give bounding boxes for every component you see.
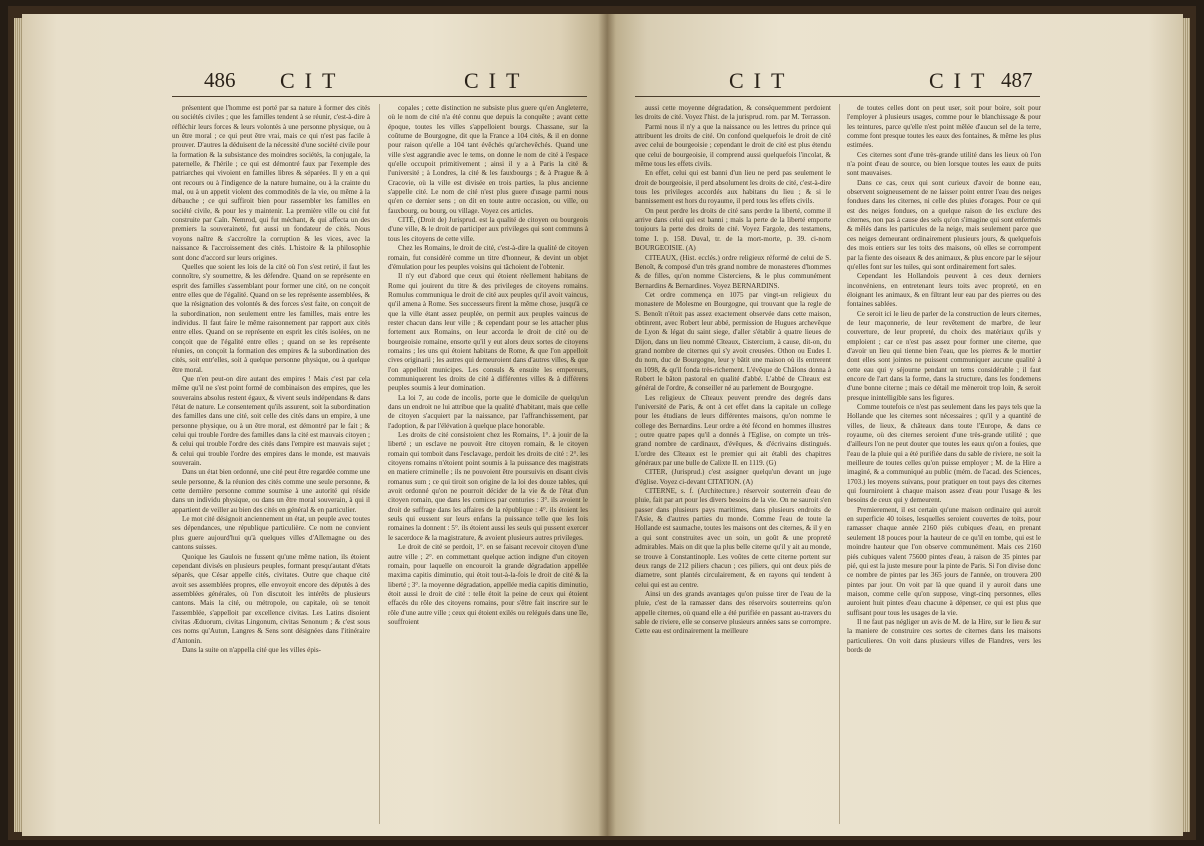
header-rule (172, 96, 587, 97)
paragraph: En effet, celui qui est banni d'un lieu ne perd pas seulement le droit de bourgeoisie, il perd absolument les droits de cité, c'est-à-dire tous les privileges accordés aux habitans du lieu ; & si le bannissement est hors du royaume, il perd tous les effets civils. (635, 169, 831, 206)
page-number: 486 (204, 68, 236, 92)
paragraph: CITEAUX, (Hist. ecclés.) ordre religieux réformé de celui de S. Benoît, & composé d'un très grand nombre de monasteres d'hommes & de filles, qu'on nomme Cisterciens, & le plus communément Bernardins & Bernardines. Voyez BERNARDINS. (635, 253, 831, 290)
paragraph: On peut perdre les droits de cité sans perdre la liberté, comme il arrive dans celui qui est banni ; mais la perte de la liberté emporte toujours la perte des droits de cité. Voyez Fargole, des testamens, tome I. p. 158. Duval, tr. de la mort-morte, p. 39. ci-nom BOURGEOISIE. (A) (635, 206, 831, 253)
column-divider (839, 104, 840, 824)
paragraph: CITER, (Jurisprud.) c'est assigner quelqu'un devant un juge d'église. Voyez ci-devant CITATION. (A) (635, 468, 831, 486)
paragraph: Ainsi un des grands avantages qu'on puisse tirer de l'eau de la pluie, c'est de la ramasser dans des réservoirs souterreins qu'on appelle citernes, où quand elle a été purifiée en passant au-travers du sable de riviere, elle se conserve plusieurs années sans se corrompre. Cette eau est ordinairement la meilleure (635, 589, 831, 636)
paragraph: aussi cette moyenne dégradation, & conséquemment perdoient les droits de cité. Voyez l'hist. de la jurisprud. rom. par M. Terrasson. (635, 104, 831, 122)
running-head-left: CIT (729, 68, 795, 93)
paragraph: CITÉ, (Droit de) Jurisprud. est la qualité de citoyen ou bourgeois d'une ville, & le droit de participer aux privileges qui sont communs à tous les citoyens de cette ville. (388, 216, 588, 243)
paragraph: de toutes celles dont on peut user, soit pour boire, soit pour l'employer à plusieurs usages, comme pour le blanchissage & pour les teintures, parce qu'elle n'est point mêlée d'aucun sel de la terre, comme font presque toutes les eaux des fontaines, & même les plus estimées. (847, 104, 1041, 150)
left-page (22, 14, 607, 836)
running-head-right: CIT (464, 68, 530, 93)
paragraph: Dans ce cas, ceux qui sont curieux d'avoir de bonne eau, observent soigneusement de ne laisser point entrer l'eau des neiges fondues dans les citernes, ni celle des pluies d'orages. Pour ce qui est des neiges fondues, on a quelque raison de les exclure des citernes, non pas à cause des sels qu'on s'imagine qui sont enfermés & mêlés dans les particules de la neige, mais seulement parce que ces neiges demeurant ordinairement plusieurs jours, & quelquefois des mois entiers sur les toits des maisons, où elles se corrompent par la fiente des oiseaux & des animaux, & plus encore par le séjour qu'elles font sur les tuiles, qui sont ordinairement fort sales. (847, 178, 1041, 271)
running-head-right: CIT (929, 68, 995, 93)
paragraph: CITERNE, s. f. (Architecture.) réservoir souterrein d'eau de pluie, fait par art pour les divers besoins de la vie. On ne sauroit s'en passer dans plusieurs pays maritimes, dans plusieurs endroits de l'Asie, & d'autres parties du monde. Comme l'eau de toute la Hollande est saumache, toutes les maisons ont des citernes, & il y en a qui sont construites avec un soin, un goût & une propreté admirables. Mais on dit que la plus belle citerne qu'il y ait au monde, se trouve à Constantinople. Les voûtes de cette citerne portent sur deux rangs de 212 piliers chacun ; ces piliers, qui ont deux piés de diametre, sont plantés circulairement, & en rayons qui tendent à celui qui est au centre. (635, 487, 831, 589)
paragraph: Les droits de cité consistoient chez les Romains, 1°. à jouir de la liberté ; un esclave ne pouvoit être citoyen romain, & le citoyen romain qui tomboit dans l'esclavage, perdoit les droits de cité : 2°. les citoyens romains n'étoient point soumis à la puissance des magistrats en matiere criminelle ; ils ne pouvoient être poursuivis en disant civis romanus sum ; ce qui tiroit son origine de la loi des douze tables, qui avoit ordonné qu'on ne pourroit décider de la vie & de l'état d'un citoyen romain, que dans les comices par centuries : 3°. ils avoient le droit de suffrage dans les affaires de la république : 4°. ils étoient les seuls qui eussent sur leurs enfans la puissance telle que les lois romaines la donnent : 5°. ils étoient aussi les seuls qui pussent exercer le sacerdoce & la magistrature, & avoient plusieurs autres privileges. (388, 431, 588, 542)
paragraph: Dans la suite on n'appella cité que les villes épis- (182, 645, 321, 654)
paragraph: Cependant les Hollandois peuvent à ces deux derniers inconvéniens, en entretenant leurs toits avec propreté, en en éloignant les animaux, & en filtrant leur eau par des pierres ou des fontaines sablées. (847, 272, 1041, 309)
text-column-1 (172, 104, 370, 824)
text-column-1 (635, 104, 831, 824)
paragraph: présentent que l'homme est porté par sa nature à former des cités ou sociétés civiles ; que les familles tendent à se réunir, c'est-à-dire à réfléchir leurs forces & leurs volontés à une personne physique, ou à un être moral ; ce qui peut être vrai, mais ce qui n'est pas facile à prouver. D'autres la déduisent de la nécessité d'une société civile pour la formation & la subsistance des moindres sociétés, la conjugale, la paternelle, & l'hérile ; ce qui est démontré faux par l'exemple des patriarches qui vivoient en familles libres & séparées. Il y en a qui ont recours ou à l'indigence de la nature humaine, ou à la crainte du mal, ou à un appetit violent des commodités de la vie, ou même à la débauche ; ce qui suffiroit bien pour rassembler les familles en société civile, & pour les y maintenir. La première ville ou cité fut construite par Caïn. Nemrod, qui fut méchant, & qui affecta un des premiers la souveraineté, fut aussi un fondateur de cités. Nous voyons naître & s'accroître la corruption & les vices, avec la naissance & l'accroissement des cités. L'histoire & la philosophie sont donc d'accord sur leurs origines. (172, 104, 370, 262)
paragraph: Comme toutefois ce n'est pas seulement dans les pays tels que la Hollande que les citernes sont nécessaires ; qu'il y a quantité de villes, de lieux, & châteaux dans toute l'Europe, & dans ce royaume, où des citernes seroient d'une très-grande utilité ; que d'ailleurs l'on ne peut douter que toutes les eaux qu'on a fouies, que l'eau de la pluie qui a été purifiée dans du sable de riviere, ne soit la meilleure de toutes celles qu'on puisse employer ; M. de la Hire a imaginé, & a communiqué au public (mém. de l'acad. des Sciences, 1703.) les moyens suivans, pour pratiquer en tout pays des citernes qui fourniroient à chaque maison assez d'eau pour l'usage & les besoins de ceux qui y demeurent. (847, 403, 1041, 505)
column-divider (379, 104, 380, 824)
paragraph: Il n'y eut d'abord que ceux qui étoient réellement habitans de Rome qui jouirent du titre & des privileges de citoyens romains. Romulus communiqua le droit de cité aux peuples qu'il avoit vaincus, qu'il amena à Rome. Ses successeurs firent la même chose, jusqu'à ce que la ville étant assez peuplée, on permit aux peuples vaincus de rester chacun dans leur ville ; & cependant pour se les attacher plus fortement aux Romains, on leur accorda le droit de cité ou de bourgeoisie romaine, ensorte qu'il y eut alors deux sortes de citoyens romains ; les uns qui étoient habitans de Rome, & que l'on appelloit cives originarii ; les autres qui demeuroient dans d'autres villes, & que l'on appelloit municipes. Les consuls & ensuite les empereurs, communiquerent les droits de cité à différentes villes & à différens peuples soumis à leur domination. (388, 272, 588, 393)
paragraph: Ces citernes sont d'une très-grande utilité dans les lieux où l'on n'a point d'eau de source, ou bien lorsque toutes les eaux de puits sont mauvaises. (847, 150, 1041, 178)
paragraph: Le mot cité désignoit anciennement un état, un peuple avec toutes ses dépendances, une république particulière. Ce nom ne convient plus guere aujourd'hui qu'à quelques villes d'Allemagne ou des cantons suisses. (172, 515, 370, 552)
header-rule (635, 96, 1040, 97)
paragraph: Chez les Romains, le droit de cité, c'est-à-dire la qualité de citoyen romain, fut considéré comme un titre d'honneur, & devint un objet d'émulation pour les peuples voisins qui tâchoient de l'obtenir. (388, 244, 588, 271)
right-page (607, 14, 1183, 836)
text-column-2 (847, 104, 1041, 824)
paragraph: Cet ordre commença en 1075 par vingt-un religieux du monastere de Molesme en Bourgogne, qui trouvant que la regle de S. Benoît n'étoit pas assez exactement observée dans cette maison, obtinrent, avec Robert leur abbé, permission de Hugues archevêque de Lyon & légat du saint siege, d'aller s'établir à quatre lieues de Dijon, dans un lieu nommé Cîteaux, Cistercium, à cause, dit-on, du grand nombre de citernes qui s'y avoit creusées. Othon ou Eudes I. du nom, duc de Bourgogne, leur y bâtit une maison où ils entrerent en 1098, & qu'il fonda très-richement. L'évêque de Châlons donna à Robert le bâton pastoral en qualité d'abbé. L'abbé de Cîteaux est général de l'ordre, & conseiller né au parlement de Bourgogne. (635, 290, 831, 393)
left-page-edges (14, 18, 22, 832)
paragraph: La loi 7, au code de incolis, porte que le domicile de quelqu'un dans un endroit ne lui attribue que la qualité d'habitant, mais que celle de citoyen s'acquiert par la naissance, par l'affranchissement, par l'adoption, & par l'élévation à quelque place honorable. (388, 393, 588, 430)
paragraph: Quoique les Gaulois ne fussent qu'une même nation, ils étoient cependant divisés en plusieurs peuples, formant presqu'autant d'états séparés, que César appelle cités, civitates. Outre que chaque cité avoit ses assemblées propres, elle envoyoit encore des députés à des assemblées générales, où l'on discutoit les intérêts de plusieurs cantons. Mais la cité, ou métropole, ou capitale, où se tenoit l'assemblée, s'appelloit par excellence civitas. Les Latins disoient civitas Æduorum, civitas Lingonum, civitas Senonum ; & c'est sous ces noms qu'Autun, Langres & Sens sont désignées dans l'itinéraire d'Antonin. (172, 552, 370, 645)
paragraph: Premierement, il est certain qu'une maison ordinaire qui auroit en superficie 40 toises, lesquelles seroient couvertes de toits, pour ramasser chaque année 2160 piés cubiques d'eau, en prenant seulement 18 pouces pour la hauteur de ce qu'il en tombe, qui est le moindre hauteur que l'on observe communément. Mais ces 2160 piés cubiques valent 75600 pintes d'eau, à raison de 35 pintes par pié, qui est la juste mesure pour la pinte de Paris. Si l'on divise donc ce nombre de pintes par les 365 jours de l'année, on trouvera 200 pintes par jour. On voit par là que quand il y auroit dans une maison, comme celle qu'on suppose, vingt-cinq personnes, elles auroient huit pintes d'eau chacune à dépenser, ce qui est plus que suffisant pour tous les usages de la vie. (847, 505, 1041, 617)
paragraph: Il ne faut pas négliger un avis de M. de la Hire, sur le lieu & sur la maniere de construire ces sortes de citernes dans les maisons particulieres. On voit dans plusieurs villes de Flandres, vers les bords de (847, 617, 1041, 654)
right-page-edges (1182, 18, 1190, 832)
running-head-left: CIT (280, 68, 346, 93)
paragraph: Parmi nous il n'y a que la naissance ou les lettres du prince qui attribuent les droits de cité. On confond quelquefois le droit de cité avec celui de bourgeoisie ; cependant le droit de cité est plus étendu que celui de bourgeoisie, il comprend aussi quelquefois l'incolat, & même tous les effets civils. (635, 122, 831, 169)
paragraph: Dans un état bien ordonné, une cité peut être regardée comme une seule personne, & la réunion des cités comme une seule personne, & cette dernière personne comme soumise à une autorité qui réside dans un individu physique, ou dans un être moral souverain, à qui il appartient de veiller au bien des cités en général & en particulier. (172, 468, 370, 514)
paragraph: Ce seroit ici le lieu de parler de la construction de leurs citernes, de leur maçonnerie, de leur revêtement de marbre, de leur couverture, de leur propreté, du choix des matériaux qu'ils y emploient ; car ce n'est pas assez pour former une citerne, que d'avoir un lieu qui tienne bien l'eau, que les pierres & le mortier dont elles sont jointes ne puissent communiquer aucune qualité à cette eau qui y séjourne pendant un tems considérable ; il faut encore de l'art dans la forme, dans la structure, dans les fondemens d'une bonne citerne ; mais ce détail me mèneroit trop loin, & seroit presque inintelligible sans les figures. (847, 309, 1041, 402)
page-number: 487 (1001, 68, 1033, 92)
paragraph: copales ; cette distinction ne subsiste plus guere qu'en Angleterre, où le nom de cité n'a été connu que depuis la conquête ; avant cette époque, toutes les villes s'appelloient bourgs. Chassane, sur la coûtume de Bourgogne, dit que la France a 104 cités, & il en donne pour raison qu'elle a 104 tant évêchés qu'archevêchés. Quand une ville s'est aggrandie avec le tems, on donne le nom de cité à l'espace qu'elle occupoit primitivement ; ainsi il y a à Paris la cité & l'université ; à Londres, la cité & les fauxbourgs ; & à Prague & à Cracovie, où la ville est divisée en trois parties, la plus ancienne s'appelle cité. Le nom de cité n'est plus guere d'usage parmi nous qu'en ce dernier sens ; on dit en toute autre occasion, ou ville, ou fauxbourg, ou bourg, ou village. Voyez ces articles. (388, 104, 588, 215)
book-gutter (598, 14, 616, 836)
paragraph: Que n'en peut-on dire autant des empires ! Mais c'est par cela même qu'il ne s'est point formé de combinaison des empires, que les souverains absolus restent égaux, & vivent seuls indépendans & dans l'état de nature. Le consentement qu'ils assurent, soit la subordination des familles dans une cité, soit celle des cités dans un empire, à une personne physique, ou à un être moral, est démontré par le fait ; & celui qui trouble l'ordre des familles dans la cité est mauvais citoyen ; & celui qui trouble l'ordre des cités dans l'empire est mauvais sujet ; & celui qui trouble l'ordre des empires dans le monde, est mauvais souverain. (172, 374, 370, 468)
paragraph: Les religieux de Cîteaux peuvent prendre des degrés dans l'université de Paris, & ont à cet effet dans la capitale un college pour les étudians de leurs différentes maisons, qu'on nomme le college des Bernardins. Leur ordre a été fécond en hommes illustres ; outre quatre papes qu'il a donnés à l'Eglise, on compte un très-grand nombre de cardinaux, d'évêques, & d'écrivains distingués. L'ordre des Cîteaux est le premier qui ait établi des chapitres généraux par une bulle de Calixte II. en 1119. (G) (635, 393, 831, 468)
paragraph: Le droit de cité se perdoit, 1°. en se faisant recevoir citoyen d'une autre ville ; 2°. en commettant quelque action indigne d'un citoyen romain, pour laquelle on encouroit la grande dégradation appellée maxima capitis diminutio, qui étoit tout-à-la-fois le droit de cité & la liberté ; 3°. la moyenne dégradation, appellée media capitis diminutio, étoit aussi le droit de cité : telle étoit la peine de ceux qui étoient effacés du rôle des citoyens romains, pour s'être fait inscrire sur le rôle d'une autre ville ; ceux qui étoient exilés ou relégués dans une île, souffroient (388, 543, 588, 626)
paragraph: Quelles que soient les lois de la cité où l'on s'est retiré, il faut les connoître, s'y soumettre, & les défendre. Quand on se représente en esprit des familles s'assemblant pour former une cité, on ne conçoit entre elles que de l'égalité. Quand on se les représente assemblées, & que la résignation des volontés & des forces s'est faite, on conçoit de la subordination, non seulement entre les familles, mais entre les individus. Il faut faire le même raisonnement par rapport aux cités entre elles. Quand on se représente en esprit les cités isolées, on ne conçoit que de l'égalité entre elles ; quand on se les représente réunies, on conçoit la formation des empires & la subordination des cités, soit entr'elles, soit à quelque personne physique, ou à quelque être moral. (172, 262, 370, 374)
text-column-2 (388, 104, 588, 824)
